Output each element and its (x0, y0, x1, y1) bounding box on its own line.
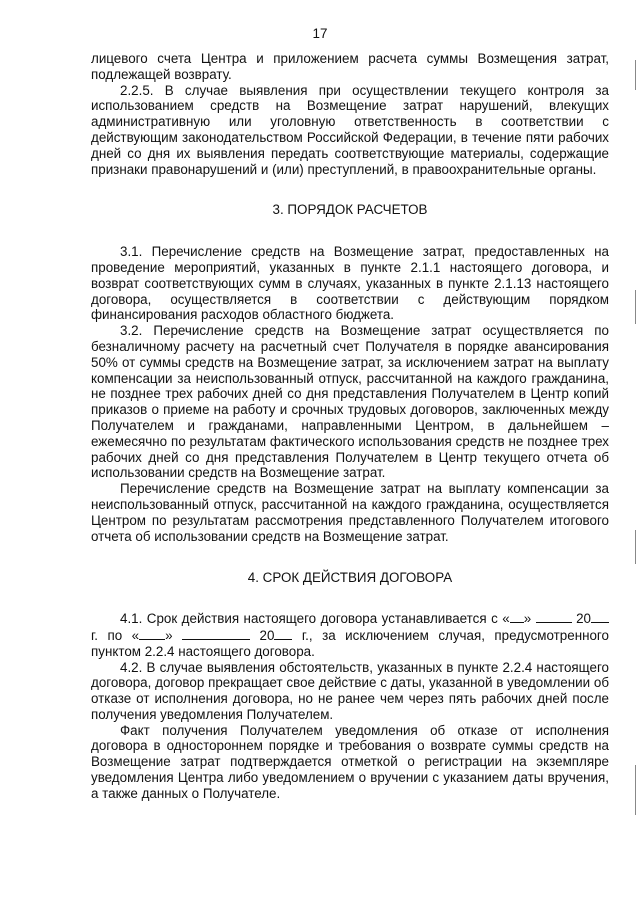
day-blank-start (510, 610, 524, 623)
section-heading-payments: 3. ПОРЯДОК РАСЧЕТОВ (272, 202, 428, 218)
scan-edge-mark (635, 290, 636, 324)
year-blank-start (591, 610, 609, 623)
scan-edge-mark (635, 60, 636, 90)
term-year-prefix-end: 20 (259, 627, 275, 643)
term-quote-close-end: » (165, 627, 173, 643)
paragraph-2-2-5: 2.2.5. В случае выявления при осуществлении текущего контроля за использованием средств на Возмещение затрат нарушений, влекущих административную или уголовную ответственность в соответствии с действующим законодательством Российской Федерации, в течение пяти рабочих дней со дня их выявления передать соответствующие материалы, содержащие признаки правонарушений и (или) преступлений, в правоохранительные органы. (91, 82, 609, 177)
term-text-to: г. по « (91, 627, 140, 643)
term-text-end: г., за исключением случая, предусмотренного пунктом 2.2.4 настоящего договора. (91, 627, 609, 659)
paragraph-compensation-transfer: Перечисление средств на Возмещение затрат на выплату компенсации за неиспользованный отпуск, рассчитанной на каждого гражданина, осуществляется Центром по результатам рассмотрения представленного Получателем итогового отчета об использовании средств на Возмещение затрат. (91, 481, 609, 544)
paragraph-4-1 (91, 610, 609, 659)
scan-edge-mark (635, 530, 636, 564)
section-heading-term: 4. СРОК ДЕЙСТВИЯ ДОГОВОРА (247, 570, 453, 586)
page-content (91, 51, 609, 802)
paragraph-3-2: 3.2. Перечисление средств на Возмещение затрат осуществляется по безналичному расчету на расчетный счет Получателя в порядке авансирования 50% от суммы средств на Возмещение затрат, за исключением затрат на выплату компенсации за неиспользованный отпуск, рассчитанной на каждого гражданина, не позднее трех рабочих дней со дня представления Получателем в Центр копий приказов о приеме на работу и срочных трудовых договоров, заключенных между Получателем и гражданами, направленными Центром, в дальнейшем – ежемесячно по результатам фактического использования средств не позднее трех рабочих дней со дня представления Получателем в Центр текущего отчета об использовании средств на Возмещение затрат. (91, 323, 609, 481)
paragraph-notice-receipt: Факт получения Получателем уведомления об отказе от исполнения договора в одностороннем порядке и требования о возврате суммы средств на Возмещение затрат подтверждается отметкой о регистрации на экземпляре уведомления Центра либо уведомлением о вручении с указанием даты вручения, а также данных о Получателе. (91, 722, 609, 801)
day-blank-end (139, 627, 165, 640)
month-blank-start (536, 610, 572, 623)
month-blank-end (182, 627, 250, 640)
term-year-prefix-start: 20 (576, 611, 591, 627)
term-text-start: 4.1. Срок действия настоящего договора устанавливается с « (120, 611, 510, 627)
paragraph-4-2: 4.2. В случае выявления обстоятельств, указанных в пункте 2.2.4 настоящего договора, договор прекращает свое действие с даты, указанной в уведомлении об отказе от исполнения договора, но не ранее чем через пять рабочих дней после получения уведомления Получателем. (91, 659, 609, 722)
year-blank-end (274, 627, 292, 640)
page-number: 17 (312, 26, 328, 41)
term-quote-close-start: » (523, 611, 532, 627)
paragraph-3-1: 3.1. Перечисление средств на Возмещение затрат, предоставленных на проведение мероприятий, указанных в пункте 2.1.1 настоящего договора, и возврат соответствующих сумм в случаях, указанных в пункте 2.1.13 настоящего договора, осуществляется в соответствии с действующим порядком финансирования расходов областного бюджета. (91, 244, 609, 323)
paragraph-account-refund: лицевого счета Центра и приложением расчета суммы Возмещения затрат, подлежащей возврату. (91, 51, 609, 82)
scan-edge-mark (635, 765, 636, 815)
